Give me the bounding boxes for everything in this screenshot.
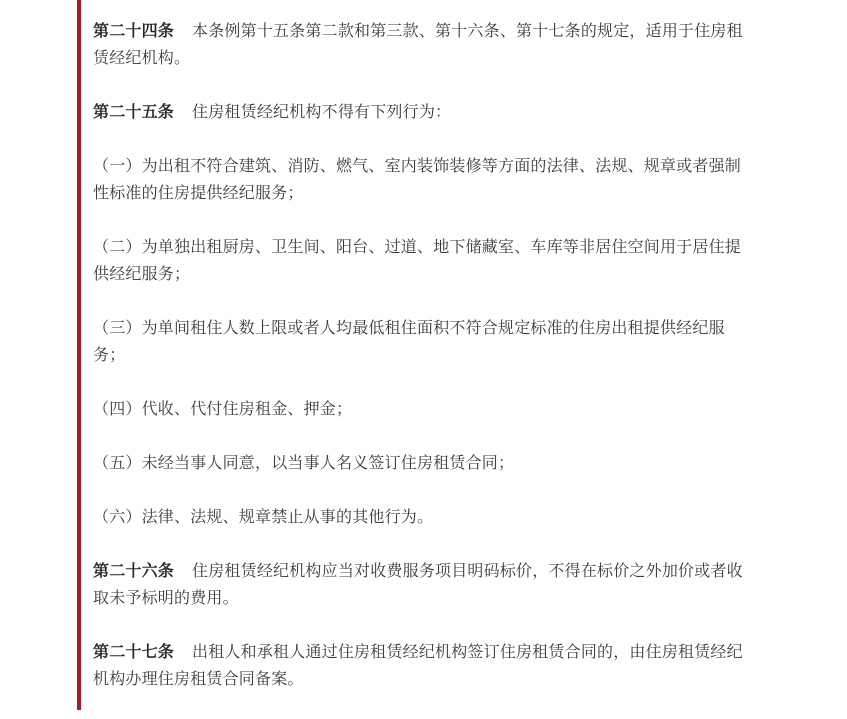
article-25-paragraph [93,98,753,125]
list-item-1: （一）为出租不符合建筑、消防、燃气、室内装饰装修等方面的法律、法规、规章或者强制性标准的住房提供经纪服务； [93,156,742,202]
article-27-text: 出租人和承租人通过住房租赁经纪机构签订住房租赁合同的，由住房租赁经纪机构办理住房租赁合同备案。 [93,642,743,688]
article-27-number: 第二十七条 [93,642,175,661]
list-item-6: （六）法律、法规、规章禁止从事的其他行为。 [93,507,434,526]
article-27-paragraph [93,638,753,692]
list-item-2: （二）为单独出租厨房、卫生间、阳台、过道、地下储藏室、车库等非居住空间用于居住提供经纪服务； [93,237,742,283]
article-26-text: 住房租赁经纪机构应当对收费服务项目明码标价，不得在标价之外加价或者收取未予标明的费用。 [93,561,743,607]
article-24-paragraph [93,17,753,71]
article-25-text: 住房租赁经纪机构不得有下列行为： [192,102,452,121]
list-item-5: （五）未经当事人同意，以当事人名义签订住房租赁合同； [93,453,515,472]
article-body [93,17,753,719]
list-item-3: （三）为单间租住人数上限或者人均最低租住面积不符合规定标准的住房出租提供经纪服务； [93,318,725,364]
article-25-number: 第二十五条 [93,102,175,121]
article-26-paragraph [93,557,753,611]
list-item-4: （四）代收、代付住房租金、押金； [93,399,353,418]
article-26-number: 第二十六条 [93,561,175,580]
left-accent-rule [77,0,81,710]
article-24-number: 第二十四条 [93,21,175,40]
article-24-text: 本条例第十五条第二款和第三款、第十六条、第十七条的规定，适用于住房租赁经纪机构。 [93,21,743,67]
